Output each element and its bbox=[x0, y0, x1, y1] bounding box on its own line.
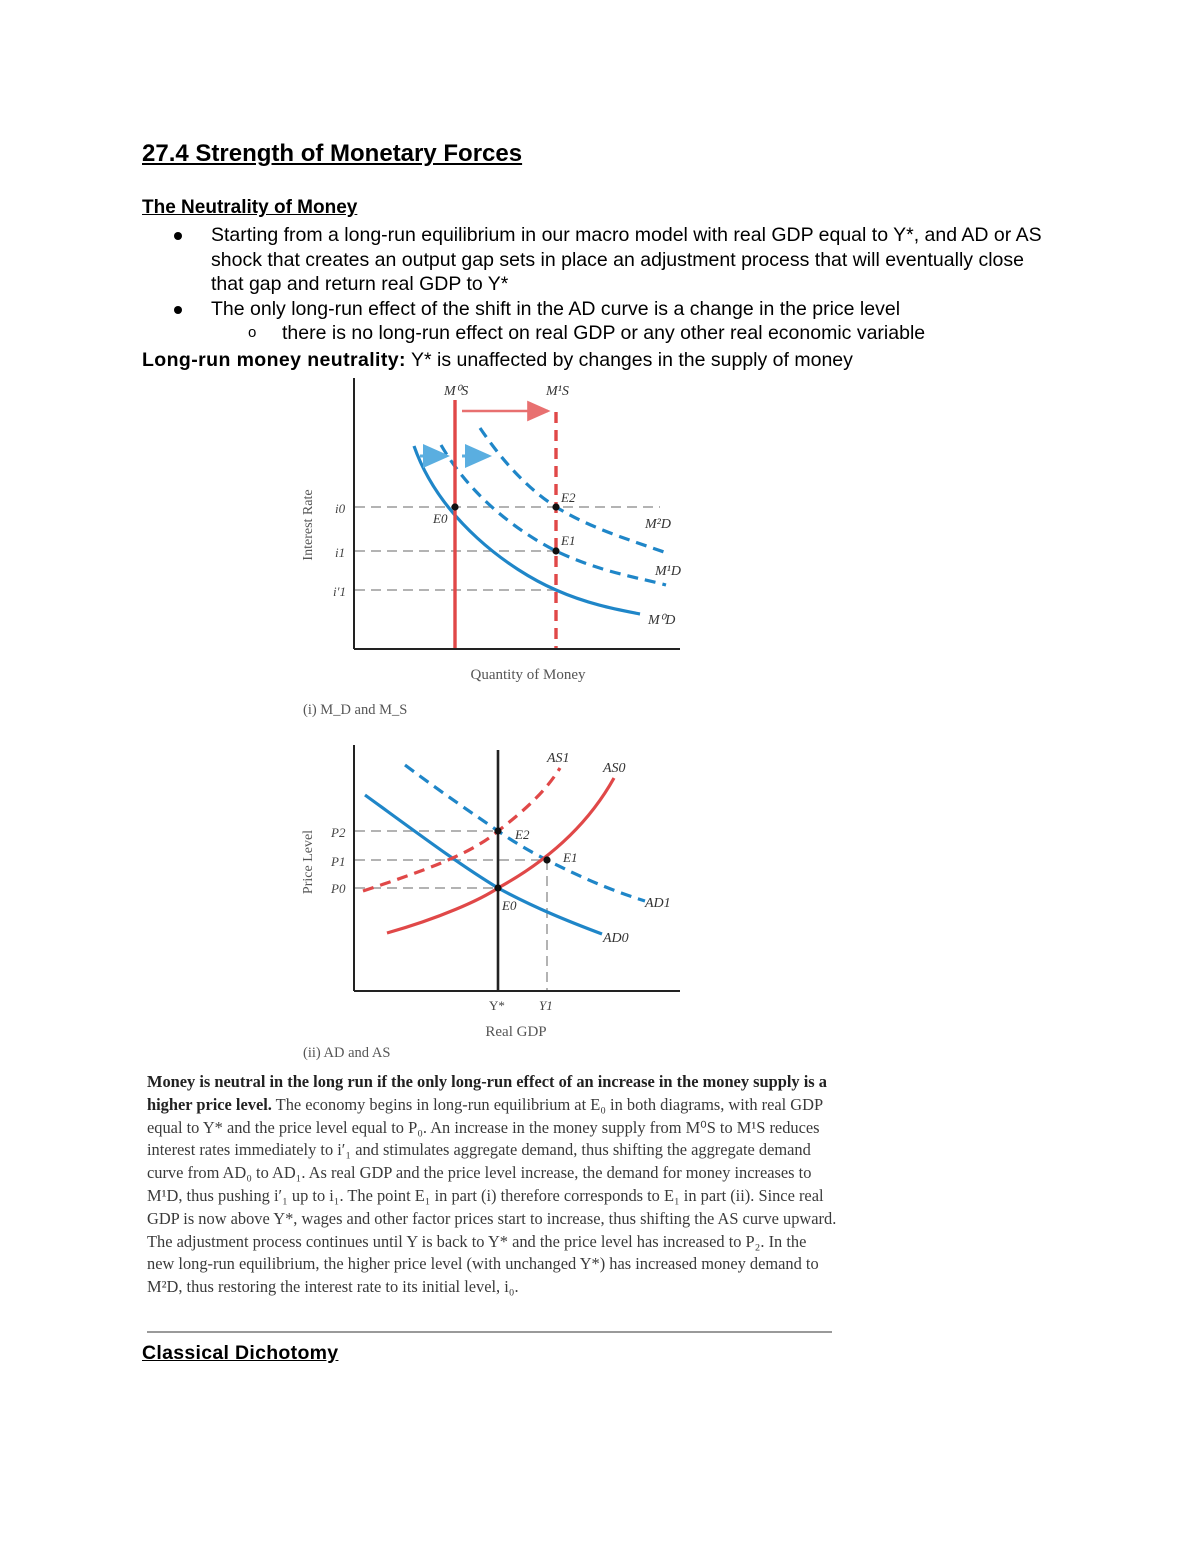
money-neutrality-figure bbox=[0, 370, 1200, 1070]
as1-curve bbox=[363, 768, 560, 891]
bullet-marker bbox=[174, 232, 182, 240]
neutrality-term: Long-run money neutrality: bbox=[142, 349, 406, 371]
divider bbox=[147, 1331, 832, 1333]
as1-label: AS1 bbox=[547, 751, 570, 766]
tick-p1: P1 bbox=[331, 854, 346, 869]
md0-label: M⁰D bbox=[648, 613, 676, 628]
y-axis-label: Interest Rate bbox=[301, 489, 316, 561]
sub-bullet-text: there is no long-run effect on real GDP or any other real economic variable bbox=[282, 322, 926, 345]
point-e1 bbox=[543, 856, 550, 863]
next-section-title: Classical Dichotomy bbox=[142, 1342, 339, 1364]
point-e0 bbox=[451, 503, 458, 510]
point-e2 bbox=[552, 503, 559, 510]
point-e2 bbox=[494, 827, 501, 834]
list-item bbox=[0, 223, 1061, 297]
ad1-label: AD1 bbox=[645, 896, 671, 911]
bullet-text: Starting from a long-run equilibrium in our macro model with real GDP equal to Y*, and AD or AS shock that creates an output gap sets in place an adjustment process that will eventually close that gap and return real GDP to Y* bbox=[211, 224, 1042, 296]
sub-list-item bbox=[0, 321, 1200, 346]
x-axis-label: Quantity of Money bbox=[470, 667, 586, 683]
subsection-title: The Neutrality of Money bbox=[142, 197, 358, 218]
as0-label: AS0 bbox=[603, 761, 626, 776]
tick-y-star: Y* bbox=[489, 998, 505, 1013]
tick-p2: P2 bbox=[331, 825, 346, 840]
point-e0 bbox=[494, 884, 501, 891]
md2-label: M²D bbox=[645, 517, 671, 532]
figure-caption bbox=[147, 1071, 837, 1299]
ad0-label: AD0 bbox=[603, 931, 629, 946]
e2-label: E2 bbox=[561, 490, 576, 505]
bullet-marker bbox=[174, 306, 182, 314]
neutrality-text: Y* is unaffected by changes in the supply of money bbox=[405, 349, 853, 371]
ms0-label: M⁰S bbox=[444, 384, 469, 399]
panel-ad-as bbox=[301, 745, 680, 1061]
panel-caption: (i) M_D and M_S bbox=[303, 702, 408, 718]
as0-curve bbox=[387, 778, 614, 933]
tick-p0: P0 bbox=[331, 881, 346, 896]
e1-label: E1 bbox=[561, 533, 576, 548]
e1-label: E1 bbox=[563, 850, 578, 865]
panel-money-market bbox=[301, 378, 681, 718]
md1-curve bbox=[441, 445, 666, 585]
caption-text: The economy begins in long-run equilibrium at E₀ in both diagrams, with real GDP equal to Y* and the price level equal to P₀. An increase in the money supply from M⁰S to M¹S reduces interest rates immediately to i′₁ and stimulates aggregate demand, thus shifting the aggregate demand curve from AD₀ to AD₁. As real GDP and the price level increase, the demand for money increases to M¹D, thus pushing i′₁ up to i₁. The point E₁ in part (i) therefore corresponds to E₁ in part (ii). Since real GDP is now above Y*, wages and other factor prices start to increase, thus shifting the AS curve upward. The adjustment process continues until Y is back to Y* and the price level has increased to P₂. In the new long-run equilibrium, the higher price level (with unchanged Y*) has increased money demand to M²D, thus restoring the interest rate to its initial level, i₀. bbox=[147, 1094, 837, 1297]
neutrality-definition bbox=[142, 349, 853, 372]
point-e1 bbox=[552, 547, 559, 554]
x-axis-label: Real GDP bbox=[485, 1024, 547, 1040]
tick-y1: Y1 bbox=[539, 998, 553, 1013]
e2-label: E2 bbox=[515, 827, 530, 842]
tick-i1-prime: i′1 bbox=[333, 584, 346, 599]
section-title: 27.4 Strength of Monetary Forces bbox=[142, 140, 523, 167]
tick-i1: i1 bbox=[335, 545, 346, 560]
sub-bullet-marker: o bbox=[248, 324, 257, 342]
e0-label: E0 bbox=[433, 511, 448, 526]
e0-label: E0 bbox=[502, 898, 517, 913]
y-axis-label: Price Level bbox=[301, 829, 316, 895]
ms1-label: M¹S bbox=[546, 384, 569, 399]
md1-label: M¹D bbox=[655, 564, 681, 579]
caption-bold: Money is neutral in the long run if the only long-run effect of an increase in the money supply is a higher price level. bbox=[147, 1072, 827, 1114]
bullet-text: The only long-run effect of the shift in the AD curve is a change in the price level bbox=[211, 297, 901, 320]
list-item bbox=[0, 297, 1061, 322]
bullet-list bbox=[0, 223, 1200, 346]
panel-caption: (ii) AD and AS bbox=[303, 1045, 391, 1061]
tick-i0: i0 bbox=[335, 501, 346, 516]
